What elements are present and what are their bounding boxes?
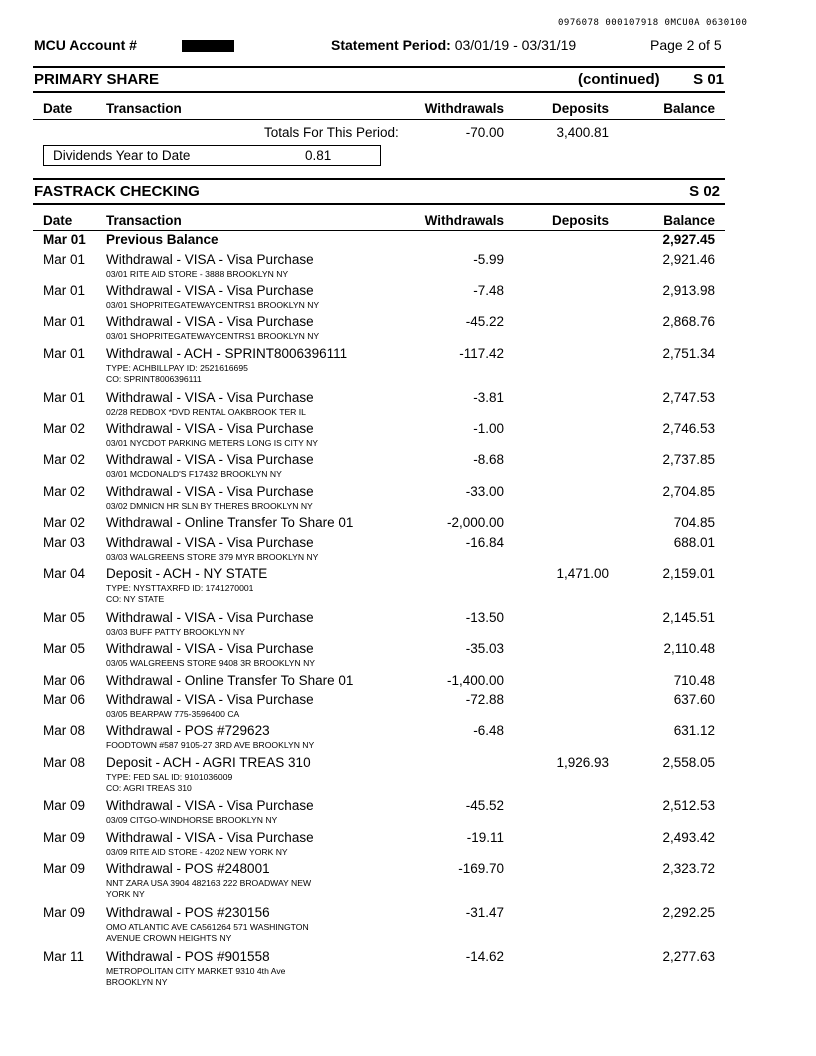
account-label: MCU Account #: [34, 37, 137, 53]
row-description: Withdrawal - POS #729623: [106, 723, 270, 738]
row-description: Withdrawal - POS #248001: [106, 861, 270, 876]
row-date: Mar 05: [43, 610, 86, 625]
row-balance: 688.01: [673, 535, 715, 550]
row-details: [106, 269, 288, 280]
row-withdrawal: -45.22: [465, 314, 504, 329]
row-description: Withdrawal - VISA - Visa Purchase: [106, 314, 314, 329]
statement-period-label: Statement Period:: [331, 37, 451, 53]
row-detail-line: CO: SPRINT8006396111: [106, 374, 202, 384]
row-date: Mar 01: [43, 283, 86, 298]
col-balance: Balance: [663, 213, 715, 228]
row-description: Deposit - ACH - NY STATE: [106, 566, 268, 581]
row-withdrawal: -33.00: [465, 484, 504, 499]
row-date: Mar 08: [43, 755, 86, 770]
row-date: Mar 09: [43, 798, 86, 813]
row-detail-line: NNT ZARA USA 3904 482163 222 BROADWAY NEW: [106, 878, 312, 888]
col-withdrawals: Withdrawals: [424, 101, 504, 116]
row-withdrawal: -5.99: [473, 252, 504, 267]
row-date: Mar 09: [43, 861, 86, 876]
row-details: [106, 966, 285, 988]
row-description: Previous Balance: [106, 232, 219, 247]
row-balance: 2,704.85: [662, 484, 715, 499]
row-details: [106, 658, 315, 669]
row-details: [106, 878, 311, 900]
row-description: Withdrawal - VISA - Visa Purchase: [106, 535, 314, 550]
row-details: [106, 709, 239, 720]
row-date: Mar 09: [43, 830, 86, 845]
row-date: Mar 01: [43, 346, 86, 361]
section-title-primary-share: PRIMARY SHARE: [34, 71, 160, 88]
row-balance: 2,110.48: [663, 641, 715, 656]
section-title-fastrack-checking: FASTRACK CHECKING: [34, 183, 200, 200]
row-details: [106, 847, 288, 858]
continued-label: (continued): [578, 71, 660, 88]
row-detail-line: 03/03 BUFF PATTY BROOKLYN NY: [106, 627, 245, 637]
row-balance: 2,747.53: [662, 390, 715, 405]
row-balance: 2,277.63: [662, 949, 715, 964]
row-withdrawal: -6.48: [473, 723, 504, 738]
row-withdrawal: -45.52: [465, 798, 504, 813]
row-description: Withdrawal - VISA - Visa Purchase: [106, 283, 314, 298]
divider: [33, 178, 725, 180]
col-balance: Balance: [663, 101, 715, 116]
row-date: Mar 06: [43, 673, 86, 688]
col-deposits: Deposits: [551, 213, 609, 228]
row-withdrawal: -7.48: [473, 283, 504, 298]
col-transaction: Transaction: [106, 101, 182, 116]
row-withdrawal: -19.11: [466, 830, 504, 845]
row-detail-line: FOODTOWN #587 9105-27 3RD AVE BROOKLYN NY: [106, 740, 315, 750]
page-indicator: Page 2 of 5: [650, 37, 722, 53]
row-date: Mar 08: [43, 723, 86, 738]
row-withdrawal: -72.88: [465, 692, 504, 707]
row-balance: 2,323.72: [662, 861, 715, 876]
col-date: Date: [43, 213, 73, 228]
totals-label: Totals For This Period:: [264, 125, 399, 140]
dividends-label: Dividends Year to Date: [53, 148, 191, 163]
row-detail-line: 03/01 SHOPRITEGATEWAYCENTRS1 BROOKLYN NY: [106, 300, 320, 310]
row-details: [106, 331, 319, 342]
row-withdrawal: -16.84: [465, 535, 504, 550]
row-withdrawal: -3.81: [473, 390, 504, 405]
row-detail-line: 03/02 DMNICN HR SLN BY THERES BROOKLYN NY: [106, 501, 313, 511]
row-withdrawal: -169.70: [458, 861, 504, 876]
row-detail-line: TYPE: ACHBILLPAY ID: 2521616695: [106, 363, 248, 373]
row-description: Withdrawal - ACH - SPRINT8006396111: [106, 346, 348, 361]
row-detail-line: AVENUE CROWN HEIGHTS NY: [106, 933, 232, 943]
row-balance: 2,868.76: [662, 314, 715, 329]
col-transaction: Transaction: [106, 213, 182, 228]
row-detail-line: YORK NY: [106, 889, 145, 899]
row-deposit: 1,926.93: [556, 755, 609, 770]
row-detail-line: TYPE: FED SAL ID: 9101036009: [106, 772, 233, 782]
row-detail-line: METROPOLITAN CITY MARKET 9310 4th Ave: [106, 966, 286, 976]
row-balance: 2,913.98: [662, 283, 715, 298]
row-date: Mar 01: [43, 252, 86, 267]
row-description: Withdrawal - VISA - Visa Purchase: [106, 641, 314, 656]
divider: [33, 91, 725, 93]
row-withdrawal: -117.42: [459, 346, 504, 361]
row-details: [106, 363, 248, 385]
row-withdrawal: -35.03: [465, 641, 504, 656]
row-withdrawal: -2,000.00: [446, 515, 504, 530]
row-details: [106, 469, 282, 480]
row-withdrawal: -8.68: [473, 452, 504, 467]
row-date: Mar 09: [43, 905, 86, 920]
row-date: Mar 05: [43, 641, 86, 656]
row-date: Mar 01: [43, 390, 86, 405]
row-date: Mar 04: [43, 566, 86, 581]
row-balance: 2,737.85: [662, 452, 715, 467]
row-detail-line: CO: AGRI TREAS 310: [106, 783, 192, 793]
row-balance: 637.60: [673, 692, 715, 707]
row-detail-line: CO: NY STATE: [106, 594, 165, 604]
col-deposits: Deposits: [551, 101, 609, 116]
row-balance: 2,159.01: [662, 566, 715, 581]
row-balance: 2,751.34: [662, 346, 715, 361]
dividends-value: 0.81: [305, 148, 332, 163]
row-date: Mar 03: [43, 535, 86, 550]
row-detail-line: 03/01 RITE AID STORE - 3888 BROOKLYN NY: [106, 269, 289, 279]
row-balance: 2,145.51: [662, 610, 715, 625]
row-withdrawal: -31.47: [465, 905, 504, 920]
row-date: Mar 01: [43, 232, 86, 247]
row-description: Withdrawal - VISA - Visa Purchase: [106, 798, 314, 813]
row-balance: 710.48: [673, 673, 715, 688]
row-details: [106, 438, 318, 449]
ocr-scan-line: 0976078 000107918 0MCU0A 0630100: [558, 18, 748, 28]
row-balance: 2,493.42: [662, 830, 715, 845]
row-details: [106, 815, 277, 826]
row-details: [106, 627, 245, 638]
row-balance: 704.85: [673, 515, 715, 530]
col-withdrawals: Withdrawals: [424, 213, 504, 228]
row-details: [106, 552, 318, 563]
row-withdrawal: -1.00: [473, 421, 504, 436]
row-detail-line: 03/01 SHOPRITEGATEWAYCENTRS1 BROOKLYN NY: [106, 331, 320, 341]
divider: [33, 66, 725, 68]
row-date: Mar 02: [43, 515, 86, 530]
divider: [33, 203, 725, 205]
row-date: Mar 01: [43, 314, 86, 329]
row-detail-line: 03/01 NYCDOT PARKING METERS LONG IS CITY NY: [106, 438, 319, 448]
row-balance: 2,512.53: [662, 798, 715, 813]
row-details: [106, 407, 306, 418]
row-detail-line: OMO ATLANTIC AVE CA561264 571 WASHINGTON: [106, 922, 309, 932]
statement-period: [331, 37, 576, 53]
divider: [33, 230, 725, 231]
row-details: [106, 300, 319, 311]
row-description: Deposit - ACH - AGRI TREAS 310: [106, 755, 311, 770]
row-balance: 631.12: [673, 723, 715, 738]
row-detail-line: 03/01 MCDONALD'S F17432 BROOKLYN NY: [106, 469, 282, 479]
row-description: Withdrawal - VISA - Visa Purchase: [106, 390, 314, 405]
row-description: Withdrawal - VISA - Visa Purchase: [106, 610, 314, 625]
totals-withdrawals: -70.00: [465, 125, 504, 140]
row-date: Mar 02: [43, 421, 86, 436]
redacted-account-number: [182, 40, 234, 52]
row-description: Withdrawal - VISA - Visa Purchase: [106, 452, 314, 467]
row-detail-line: 03/03 WALGREENS STORE 379 MYR BROOKLYN NY: [106, 552, 319, 562]
row-balance: 2,746.53: [662, 421, 715, 436]
row-deposit: 1,471.00: [556, 566, 609, 581]
row-description: Withdrawal - Online Transfer To Share 01: [106, 673, 354, 688]
section-code-s01: S 01: [693, 71, 724, 88]
row-detail-line: BROOKLYN NY: [106, 977, 168, 987]
row-balance: 2,927.45: [662, 232, 715, 247]
row-detail-line: 03/05 WALGREENS STORE 9408 3R BROOKLYN NY: [106, 658, 316, 668]
row-date: Mar 02: [43, 484, 86, 499]
row-balance: 2,921.46: [662, 252, 715, 267]
row-withdrawal: -1,400.00: [446, 673, 504, 688]
row-detail-line: 03/09 RITE AID STORE - 4202 NEW YORK NY: [106, 847, 288, 857]
row-description: Withdrawal - VISA - Visa Purchase: [106, 252, 314, 267]
row-description: Withdrawal - VISA - Visa Purchase: [106, 484, 314, 499]
row-date: Mar 11: [43, 949, 85, 964]
divider: [33, 119, 725, 120]
row-details: [106, 772, 232, 794]
row-description: Withdrawal - POS #901558: [106, 949, 270, 964]
totals-deposits: 3,400.81: [556, 125, 609, 140]
row-detail-line: 03/09 CITGO-WINDHORSE BROOKLYN NY: [106, 815, 278, 825]
row-description: Withdrawal - Online Transfer To Share 01: [106, 515, 354, 530]
row-date: Mar 06: [43, 692, 86, 707]
row-details: [106, 501, 313, 512]
col-date: Date: [43, 101, 73, 116]
row-withdrawal: -13.50: [465, 610, 504, 625]
row-details: [106, 583, 253, 605]
row-date: Mar 02: [43, 452, 86, 467]
row-balance: 2,292.25: [662, 905, 715, 920]
row-description: Withdrawal - VISA - Visa Purchase: [106, 830, 314, 845]
row-withdrawal: -14.62: [465, 949, 504, 964]
row-detail-line: 03/05 BEARPAW 775-3596400 CA: [106, 709, 240, 719]
row-description: Withdrawal - POS #230156: [106, 905, 270, 920]
row-description: Withdrawal - VISA - Visa Purchase: [106, 692, 314, 707]
section-code-s02: S 02: [689, 183, 720, 200]
row-detail-line: TYPE: NYSTTAXRFD ID: 1741270001: [106, 583, 254, 593]
row-balance: 2,558.05: [662, 755, 715, 770]
row-details: [106, 740, 314, 751]
row-description: Withdrawal - VISA - Visa Purchase: [106, 421, 314, 436]
statement-period-value: 03/01/19 - 03/31/19: [454, 37, 577, 53]
row-detail-line: 02/28 REDBOX *DVD RENTAL OAKBROOK TER IL: [106, 407, 306, 417]
row-details: [106, 922, 309, 944]
